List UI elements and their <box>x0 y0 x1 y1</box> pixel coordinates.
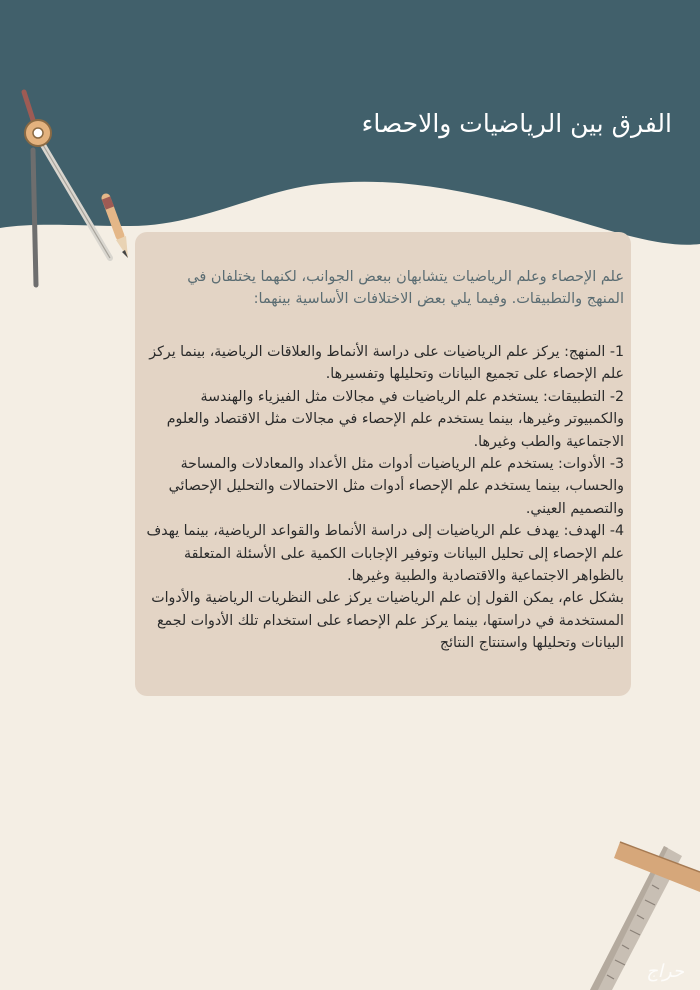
intro-paragraph: علم الإحصاء وعلم الرياضيات يتشابهان ببعض الجوانب، لكنهما يختلفان في المنهج والتطبيقات. وفيما يلي بعض الاختلافات الأساسية بينهما: <box>187 269 624 307</box>
conclusion-paragraph: بشكل عام، يمكن القول إن علم الرياضيات يركز على النظريات الرياضية والأدوات المستخدمة في دراستها، بينما يركز علم الإحصاء على استخدام تلك الأدوات لجمع البيانات وتحليلها واستنتاج النتائج <box>151 590 624 652</box>
watermark: حراج <box>646 961 684 982</box>
body-text <box>140 341 624 655</box>
point-3: 3- الأدوات: يستخدم علم الرياضيات أدوات مثل الأعداد والمعادلات والمساحة والحساب، بينما يستخدم علم الإحصاء أدوات مثل الاحتمالات والتحليل الإحصائي والتصميم العيني. <box>168 456 624 517</box>
point-4: 4- الهدف: يهدف علم الرياضيات إلى دراسة الأنماط والقواعد الرياضية، بينما يهدف علم الإحصاء إلى تحليل البيانات وتوفير الإجابات الكمية على الأسئلة المتعلقة بالظواهر الاجتماعية والاقتصادية والطبية وغيرها. <box>146 523 624 585</box>
page-title: الفرق بين الرياضيات والاحصاء <box>361 109 672 138</box>
point-1: 1- المنهج: يركز علم الرياضيات على دراسة الأنماط والعلاقات الرياضية، بينما يركز علم الإحصاء على تجميع البيانات وتحليلها وتفسيرها. <box>149 344 624 383</box>
point-2: 2- التطبيقات: يستخدم علم الرياضيات في مجالات مثل الفيزياء والهندسة والكمبيوتر وغيرها، بينما يستخدم علم الإحصاء في مجالات مثل الاقتصاد والعلوم الاجتماعية والطب وغيرها. <box>166 388 624 450</box>
